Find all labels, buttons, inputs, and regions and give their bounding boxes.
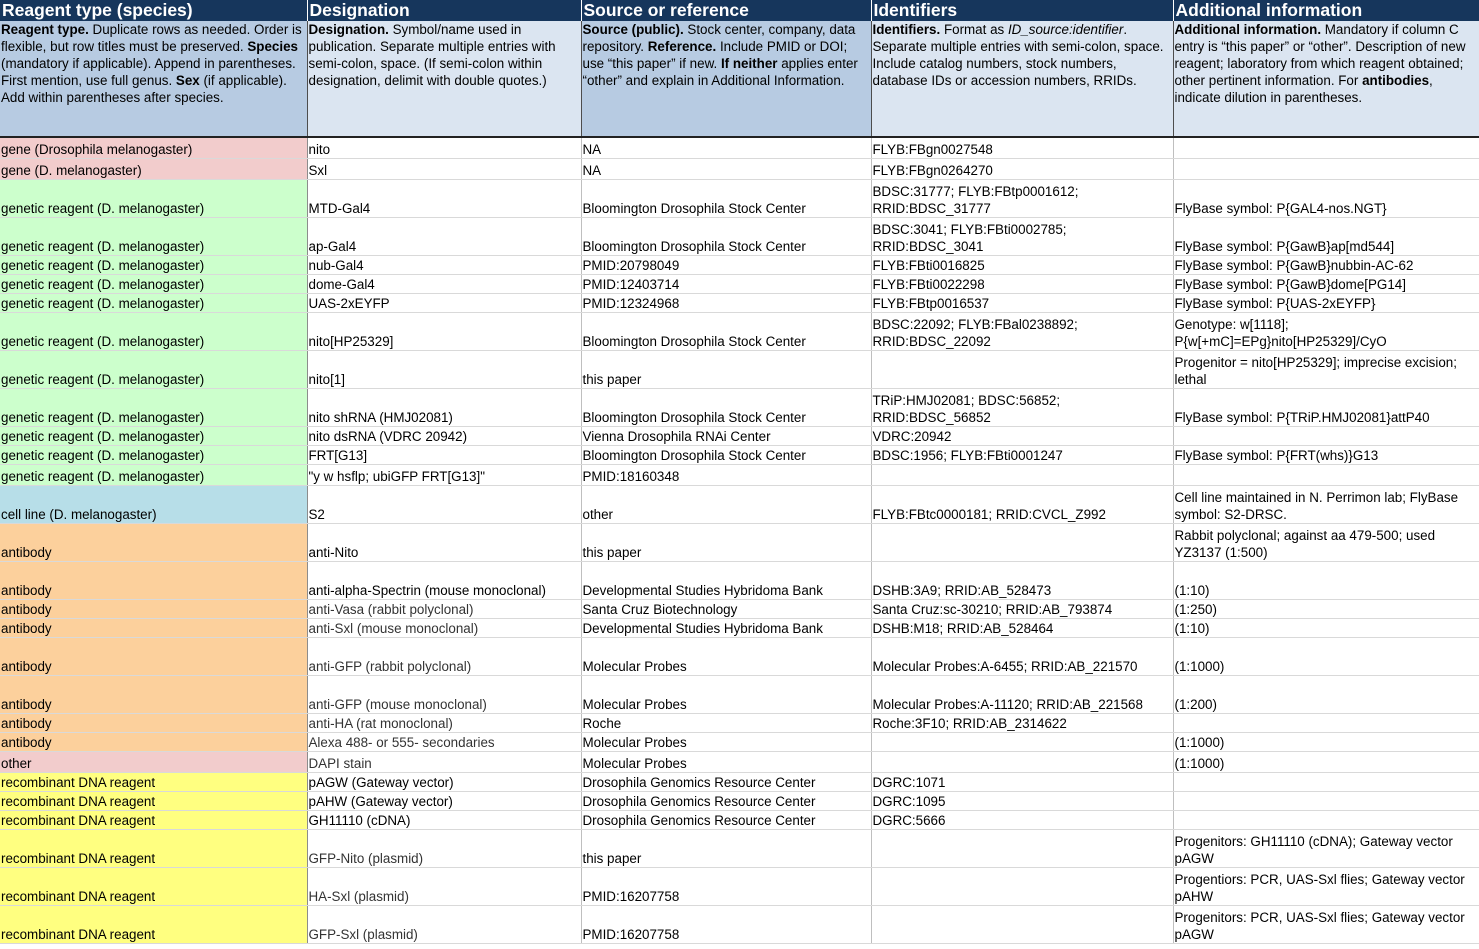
cell-additional-info[interactable]: (1:200)	[1173, 676, 1479, 714]
table-row	[0, 389, 1479, 427]
cell-reagent-type[interactable]: genetic reagent (D. melanogaster)	[0, 180, 307, 218]
table-row	[0, 486, 1479, 524]
column-title-additional-info[interactable]: Additional information	[1173, 0, 1479, 21]
table-row	[0, 638, 1479, 676]
cell-designation[interactable]: "y w hsflp; ubiGFP FRT[G13]"	[307, 465, 581, 486]
cell-designation[interactable]: FRT[G13]	[307, 446, 581, 465]
table-row	[0, 619, 1479, 638]
table-row	[0, 180, 1479, 218]
cell-source[interactable]: NA	[581, 159, 871, 180]
cell-source[interactable]: Molecular Probes	[581, 733, 871, 752]
table-row	[0, 600, 1479, 619]
cell-additional-info[interactable]: FlyBase symbol: P{UAS-2xEYFP}	[1173, 294, 1479, 313]
cell-designation[interactable]: anti-Sxl (mouse monoclonal)	[307, 619, 581, 638]
cell-identifiers[interactable]: BDSC:3041; FLYB:FBti0002785; RRID:BDSC_3041	[871, 218, 1173, 256]
cell-identifiers[interactable]: BDSC:1956; FLYB:FBti0001247	[871, 446, 1173, 465]
cell-source[interactable]: other	[581, 486, 871, 524]
cell-identifiers[interactable]: DGRC:1071	[871, 773, 1173, 792]
cell-identifiers[interactable]: Roche:3F10; RRID:AB_2314622	[871, 714, 1173, 733]
cell-source[interactable]: Developmental Studies Hybridoma Bank	[581, 562, 871, 600]
table-row	[0, 256, 1479, 275]
cell-designation[interactable]: anti-Vasa (rabbit polyclonal)	[307, 600, 581, 619]
cell-additional-info[interactable]: FlyBase symbol: P{TRiP.HMJ02081}attP40	[1173, 389, 1479, 427]
cell-reagent-type[interactable]: recombinant DNA reagent	[0, 792, 307, 811]
cell-additional-info[interactable]: Cell line maintained in N. Perrimon lab; FlyBase symbol: S2-DRSC.	[1173, 486, 1479, 524]
table-row	[0, 294, 1479, 313]
cell-additional-info[interactable]	[1173, 811, 1479, 830]
cell-source[interactable]: Bloomington Drosophila Stock Center	[581, 313, 871, 351]
column-desc-designation[interactable]: Designation. Symbol/name used in publication. Separate multiple entries with semi-colon, space. (If semi-colon within designation, delimit with double quotes.)	[307, 21, 581, 137]
cell-additional-info[interactable]: (1:1000)	[1173, 752, 1479, 773]
cell-source[interactable]: Bloomington Drosophila Stock Center	[581, 218, 871, 256]
column-title-row	[0, 0, 1479, 21]
cell-reagent-type[interactable]: genetic reagent (D. melanogaster)	[0, 389, 307, 427]
cell-additional-info[interactable]	[1173, 714, 1479, 733]
cell-additional-info[interactable]	[1173, 137, 1479, 159]
cell-source[interactable]: PMID:12324968	[581, 294, 871, 313]
cell-designation[interactable]: anti-alpha-Spectrin (mouse monoclonal)	[307, 562, 581, 600]
cell-additional-info[interactable]: (1:250)	[1173, 600, 1479, 619]
cell-additional-info[interactable]	[1173, 427, 1479, 446]
table-row	[0, 830, 1479, 868]
cell-identifiers[interactable]	[871, 906, 1173, 944]
cell-source[interactable]: PMID:16207758	[581, 868, 871, 906]
cell-reagent-type[interactable]: antibody	[0, 638, 307, 676]
cell-designation[interactable]: dome-Gal4	[307, 275, 581, 294]
cell-identifiers[interactable]: VDRC:20942	[871, 427, 1173, 446]
cell-source[interactable]: this paper	[581, 351, 871, 389]
table-row	[0, 218, 1479, 256]
cell-reagent-type[interactable]: genetic reagent (D. melanogaster)	[0, 446, 307, 465]
table-row	[0, 868, 1479, 906]
cell-reagent-type[interactable]: recombinant DNA reagent	[0, 773, 307, 792]
cell-source[interactable]: PMID:16207758	[581, 906, 871, 944]
table-body	[0, 137, 1479, 944]
cell-source[interactable]: Bloomington Drosophila Stock Center	[581, 389, 871, 427]
cell-identifiers[interactable]: FLYB:FBti0022298	[871, 275, 1173, 294]
cell-designation[interactable]: nito[1]	[307, 351, 581, 389]
cell-source[interactable]: Molecular Probes	[581, 676, 871, 714]
table-row	[0, 714, 1479, 733]
cell-identifiers[interactable]: FLYB:FBgn0264270	[871, 159, 1173, 180]
table-row	[0, 275, 1479, 294]
cell-additional-info[interactable]: (1:10)	[1173, 562, 1479, 600]
cell-additional-info[interactable]: (1:1000)	[1173, 638, 1479, 676]
cell-source[interactable]: Vienna Drosophila RNAi Center	[581, 427, 871, 446]
cell-identifiers[interactable]	[871, 733, 1173, 752]
column-title-identifiers[interactable]: Identifiers	[871, 0, 1173, 21]
table-row	[0, 676, 1479, 714]
cell-source[interactable]: NA	[581, 137, 871, 159]
cell-reagent-type[interactable]: antibody	[0, 562, 307, 600]
cell-designation[interactable]: pAHW (Gateway vector)	[307, 792, 581, 811]
cell-designation[interactable]: nito shRNA (HMJ02081)	[307, 389, 581, 427]
cell-designation[interactable]: anti-HA (rat monoclonal)	[307, 714, 581, 733]
cell-identifiers[interactable]: FLYB:FBgn0027548	[871, 137, 1173, 159]
column-title-source[interactable]: Source or reference	[581, 0, 871, 21]
cell-reagent-type[interactable]: recombinant DNA reagent	[0, 830, 307, 868]
cell-reagent-type[interactable]: antibody	[0, 524, 307, 562]
cell-designation[interactable]: GFP-Sxl (plasmid)	[307, 906, 581, 944]
cell-reagent-type[interactable]: antibody	[0, 676, 307, 714]
table-row	[0, 792, 1479, 811]
cell-reagent-type[interactable]: genetic reagent (D. melanogaster)	[0, 313, 307, 351]
cell-source[interactable]: Drosophila Genomics Resource Center	[581, 773, 871, 792]
cell-designation[interactable]: anti-GFP (mouse monoclonal)	[307, 676, 581, 714]
table-row	[0, 752, 1479, 773]
cell-reagent-type[interactable]: genetic reagent (D. melanogaster)	[0, 218, 307, 256]
column-desc-reagent-type[interactable]: Reagent type. Duplicate rows as needed. Order is flexible, but row titles must be preserved. Species (mandatory if applicable). Append in parentheses. First mention, use full genus. Sex (if applicable). Add within parentheses after species.	[0, 21, 307, 137]
cell-additional-info[interactable]: FlyBase symbol: P{GawB}nubbin-AC-62	[1173, 256, 1479, 275]
cell-identifiers[interactable]: DGRC:5666	[871, 811, 1173, 830]
table-row	[0, 562, 1479, 600]
cell-designation[interactable]: S2	[307, 486, 581, 524]
cell-designation[interactable]: ap-Gal4	[307, 218, 581, 256]
column-desc-identifiers[interactable]: Identifiers. Format as ID_source:identifier. Separate multiple entries with semi-colon, space. Include catalog numbers, stock numbers, database IDs or accession numbers, RRIDs.	[871, 21, 1173, 137]
cell-additional-info[interactable]: FlyBase symbol: P{GawB}dome[PG14]	[1173, 275, 1479, 294]
cell-identifiers[interactable]	[871, 830, 1173, 868]
cell-identifiers[interactable]	[871, 752, 1173, 773]
cell-designation[interactable]: HA-Sxl (plasmid)	[307, 868, 581, 906]
cell-reagent-type[interactable]: gene (Drosophila melanogaster)	[0, 137, 307, 159]
cell-reagent-type[interactable]: genetic reagent (D. melanogaster)	[0, 275, 307, 294]
column-desc-additional-info[interactable]: Additional information. Mandatory if column C entry is “this paper” or “other”. Description of new reagent; laboratory from which reagent obtained; other pertinent information. For antibodies, indicate dilution in parentheses.	[1173, 21, 1479, 137]
cell-identifiers[interactable]: Santa Cruz:sc-30210; RRID:AB_793874	[871, 600, 1173, 619]
table-row	[0, 733, 1479, 752]
table-row	[0, 811, 1479, 830]
cell-source[interactable]: Drosophila Genomics Resource Center	[581, 811, 871, 830]
cell-reagent-type[interactable]: antibody	[0, 600, 307, 619]
cell-designation[interactable]: MTD-Gal4	[307, 180, 581, 218]
cell-reagent-type[interactable]: other	[0, 752, 307, 773]
table-row	[0, 524, 1479, 562]
cell-designation[interactable]: anti-Nito	[307, 524, 581, 562]
cell-source[interactable]: Developmental Studies Hybridoma Bank	[581, 619, 871, 638]
table-row	[0, 773, 1479, 792]
table-row	[0, 465, 1479, 486]
column-desc-source[interactable]: Source (public). Stock center, company, data repository. Reference. Include PMID or DOI; use “this paper” if new. If neither applies enter “other” and explain in Additional Information.	[581, 21, 871, 137]
cell-additional-info[interactable]	[1173, 159, 1479, 180]
cell-designation[interactable]: DAPI stain	[307, 752, 581, 773]
cell-additional-info[interactable]: (1:1000)	[1173, 733, 1479, 752]
table-row	[0, 159, 1479, 180]
cell-designation[interactable]: nub-Gal4	[307, 256, 581, 275]
cell-reagent-type[interactable]: cell line (D. melanogaster)	[0, 486, 307, 524]
cell-designation[interactable]: GH11110 (cDNA)	[307, 811, 581, 830]
cell-reagent-type[interactable]: antibody	[0, 733, 307, 752]
cell-additional-info[interactable]	[1173, 465, 1479, 486]
cell-identifiers[interactable]: DGRC:1095	[871, 792, 1173, 811]
column-title-reagent-type[interactable]: Reagent type (species)	[0, 0, 307, 21]
cell-additional-info[interactable]: FlyBase symbol: P{GAL4-nos.NGT}	[1173, 180, 1479, 218]
table-row	[0, 313, 1479, 351]
cell-designation[interactable]: anti-GFP (rabbit polyclonal)	[307, 638, 581, 676]
cell-additional-info[interactable]: Progenitors: PCR, UAS-Sxl flies; Gateway vector pAGW	[1173, 906, 1479, 944]
table-row	[0, 446, 1479, 465]
cell-additional-info[interactable]: FlyBase symbol: P{FRT(whs)}G13	[1173, 446, 1479, 465]
cell-source[interactable]: Bloomington Drosophila Stock Center	[581, 446, 871, 465]
cell-reagent-type[interactable]: genetic reagent (D. melanogaster)	[0, 294, 307, 313]
cell-identifiers[interactable]	[871, 524, 1173, 562]
cell-additional-info[interactable]	[1173, 792, 1479, 811]
cell-source[interactable]: PMID:18160348	[581, 465, 871, 486]
cell-identifiers[interactable]: DSHB:M18; RRID:AB_528464	[871, 619, 1173, 638]
cell-reagent-type[interactable]: gene (D. melanogaster)	[0, 159, 307, 180]
cell-designation[interactable]: UAS-2xEYFP	[307, 294, 581, 313]
cell-source[interactable]: PMID:20798049	[581, 256, 871, 275]
cell-reagent-type[interactable]: recombinant DNA reagent	[0, 868, 307, 906]
cell-additional-info[interactable]: Progenitor = nito[HP25329]; imprecise excision; lethal	[1173, 351, 1479, 389]
cell-source[interactable]: Santa Cruz Biotechnology	[581, 600, 871, 619]
cell-reagent-type[interactable]: recombinant DNA reagent	[0, 906, 307, 944]
cell-designation[interactable]: nito dsRNA (VDRC 20942)	[307, 427, 581, 446]
table-row	[0, 351, 1479, 389]
cell-identifiers[interactable]: BDSC:31777; FLYB:FBtp0001612; RRID:BDSC_31777	[871, 180, 1173, 218]
cell-source[interactable]: Molecular Probes	[581, 752, 871, 773]
cell-designation[interactable]: Alexa 488- or 555- secondaries	[307, 733, 581, 752]
cell-designation[interactable]: Sxl	[307, 159, 581, 180]
cell-reagent-type[interactable]: antibody	[0, 619, 307, 638]
cell-reagent-type[interactable]: genetic reagent (D. melanogaster)	[0, 427, 307, 446]
cell-additional-info[interactable]: FlyBase symbol: P{GawB}ap[md544]	[1173, 218, 1479, 256]
cell-additional-info[interactable]: Progenitors: GH11110 (cDNA); Gateway vector pAGW	[1173, 830, 1479, 868]
cell-designation[interactable]: nito[HP25329]	[307, 313, 581, 351]
cell-additional-info[interactable]: (1:10)	[1173, 619, 1479, 638]
cell-identifiers[interactable]: DSHB:3A9; RRID:AB_528473	[871, 562, 1173, 600]
cell-source[interactable]: this paper	[581, 524, 871, 562]
cell-identifiers[interactable]: TRiP:HMJ02081; BDSC:56852; RRID:BDSC_56852	[871, 389, 1173, 427]
column-description-row	[0, 21, 1479, 137]
cell-designation[interactable]: pAGW (Gateway vector)	[307, 773, 581, 792]
cell-source[interactable]: this paper	[581, 830, 871, 868]
table-row	[0, 137, 1479, 159]
cell-designation[interactable]: GFP-Nito (plasmid)	[307, 830, 581, 868]
cell-identifiers[interactable]: BDSC:22092; FLYB:FBal0238892; RRID:BDSC_22092	[871, 313, 1173, 351]
cell-source[interactable]: Roche	[581, 714, 871, 733]
cell-identifiers[interactable]: Molecular Probes:A-6455; RRID:AB_221570	[871, 638, 1173, 676]
cell-additional-info[interactable]	[1173, 773, 1479, 792]
cell-identifiers[interactable]	[871, 868, 1173, 906]
cell-source[interactable]: Molecular Probes	[581, 638, 871, 676]
cell-identifiers[interactable]	[871, 351, 1173, 389]
cell-reagent-type[interactable]: genetic reagent (D. melanogaster)	[0, 256, 307, 275]
table-row	[0, 906, 1479, 944]
cell-identifiers[interactable]: FLYB:FBti0016825	[871, 256, 1173, 275]
cell-identifiers[interactable]	[871, 465, 1173, 486]
cell-source[interactable]: Drosophila Genomics Resource Center	[581, 792, 871, 811]
cell-reagent-type[interactable]: genetic reagent (D. melanogaster)	[0, 351, 307, 389]
column-title-designation[interactable]: Designation	[307, 0, 581, 21]
table-row	[0, 427, 1479, 446]
cell-additional-info[interactable]: Rabbit polyclonal; against aa 479-500; used YZ3137 (1:500)	[1173, 524, 1479, 562]
cell-designation[interactable]: nito	[307, 137, 581, 159]
cell-source[interactable]: PMID:12403714	[581, 275, 871, 294]
cell-reagent-type[interactable]: antibody	[0, 714, 307, 733]
cell-reagent-type[interactable]: recombinant DNA reagent	[0, 811, 307, 830]
cell-reagent-type[interactable]: genetic reagent (D. melanogaster)	[0, 465, 307, 486]
cell-additional-info[interactable]: Progentiors: PCR, UAS-Sxl flies; Gateway vector pAHW	[1173, 868, 1479, 906]
cell-identifiers[interactable]: Molecular Probes:A-11120; RRID:AB_221568	[871, 676, 1173, 714]
cell-identifiers[interactable]: FLYB:FBtc0000181; RRID:CVCL_Z992	[871, 486, 1173, 524]
cell-source[interactable]: Bloomington Drosophila Stock Center	[581, 180, 871, 218]
cell-additional-info[interactable]: Genotype: w[1118]; P{w[+mC]=EPg}nito[HP25329]/CyO	[1173, 313, 1479, 351]
cell-identifiers[interactable]: FLYB:FBtp0016537	[871, 294, 1173, 313]
